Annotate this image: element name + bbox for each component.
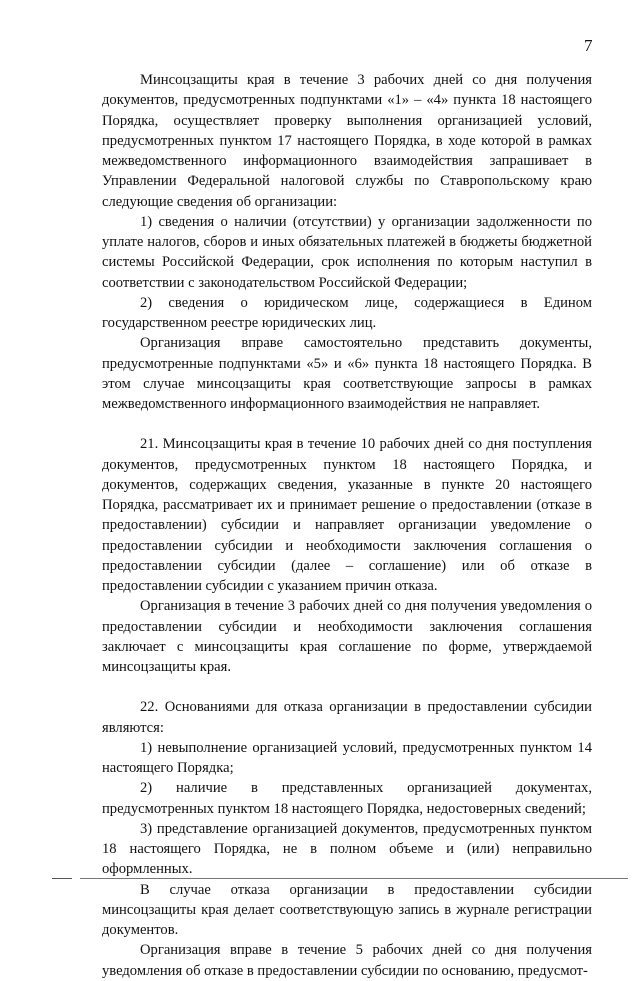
paragraph-item-tax-debt: 1) сведения о наличии (отсутствии) у организации задолженности по уплате налогов, сборов и иных обязательных платежей в бюджеты бюджетной системы Российской Федерации, срок исполнения по которым наступил в соответствии с законодательством Российской Федерации; <box>102 213 592 291</box>
paragraph-request-intro: Минсоцзащиты края в течение 3 рабочих дней со дня получения документов, предусмотренных подпунктами «1» – «4» пункта 18 настоящего Порядка, осуществляет проверку выполнения организацией условий, предусмотренных пунктом 17 настоящего Порядка, в ходе которой в рамках межведомственного информационного взаимодействия запрашивает в Управлении Федеральной налоговой службы по Ставропольскому краю следующие сведения об организации: <box>102 72 592 210</box>
page-number: 7 <box>584 36 593 55</box>
paragraph-refusal-reason-3: 3) представление организацией документов, предусмотренных пунктом 18 настоящего Порядка, не в полном объеме и (или) неправильно оформленных. <box>102 820 592 878</box>
paragraph-self-submission: Организация вправе самостоятельно представить документы, предусмотренные подпунктами «5» и «6» пункта 18 настоящего Порядка. В этом случае минсоцзащиты края соответствующие запросы в рамках межведомственного информационного взаимодействия не направляет. <box>102 335 592 412</box>
paragraph-agreement: Организация в течение 3 рабочих дней со дня получения уведомления о предоставлении субсидии и необходимости заключения соглашения заключает с минсоцзащиты края соглашение по форме, утверждаемой минсоцзащиты края. <box>102 598 592 675</box>
footer-divider-short <box>52 878 72 879</box>
paragraph-refusal-record: В случае отказа организации в предоставлении субсидии минсоцзащиты края делает соответствующую запись в журнале регистрации документов. <box>102 881 592 938</box>
document-body <box>102 70 592 981</box>
paragraph-item-legal-entity: 2) сведения о юридическом лице, содержащиеся в Едином государственном реестре юридических лиц. <box>102 294 592 331</box>
paragraph-clause-21: 21. Минсоцзащиты края в течение 10 рабочих дней со дня поступления документов, предусмотренных пунктом 18 настоящего Порядка, и документов, содержащих сведения, указанные в пункте 20 настоящего Порядка, рассматривает их и принимает решение о предоставлении (отказе в предоставлении) субсидии и направляет организации уведомление о предоставлении субсидии и необходимости заключения соглашения о предоставлении субсидии (далее – соглашение) или об отказе в предоставлении субсидии с указанием причин отказа. <box>102 436 592 594</box>
paragraph-appeal: Организация вправе в течение 5 рабочих дней со дня получения уведомления об отказе в предоставлении субсидии по основанию, предусмот- <box>102 942 592 979</box>
paragraph-refusal-reason-2: 2) наличие в представленных организацией документах, предусмотренных пунктом 18 настоящего Порядка, недостоверных сведений; <box>102 780 592 817</box>
paragraph-refusal-reason-1: 1) невыполнение организацией условий, предусмотренных пунктом 14 настоящего Порядка; <box>102 739 592 776</box>
paragraph-clause-22: 22. Основаниями для отказа организации в предоставлении субсидии являются: <box>102 699 592 736</box>
footer-divider-long <box>80 878 628 879</box>
